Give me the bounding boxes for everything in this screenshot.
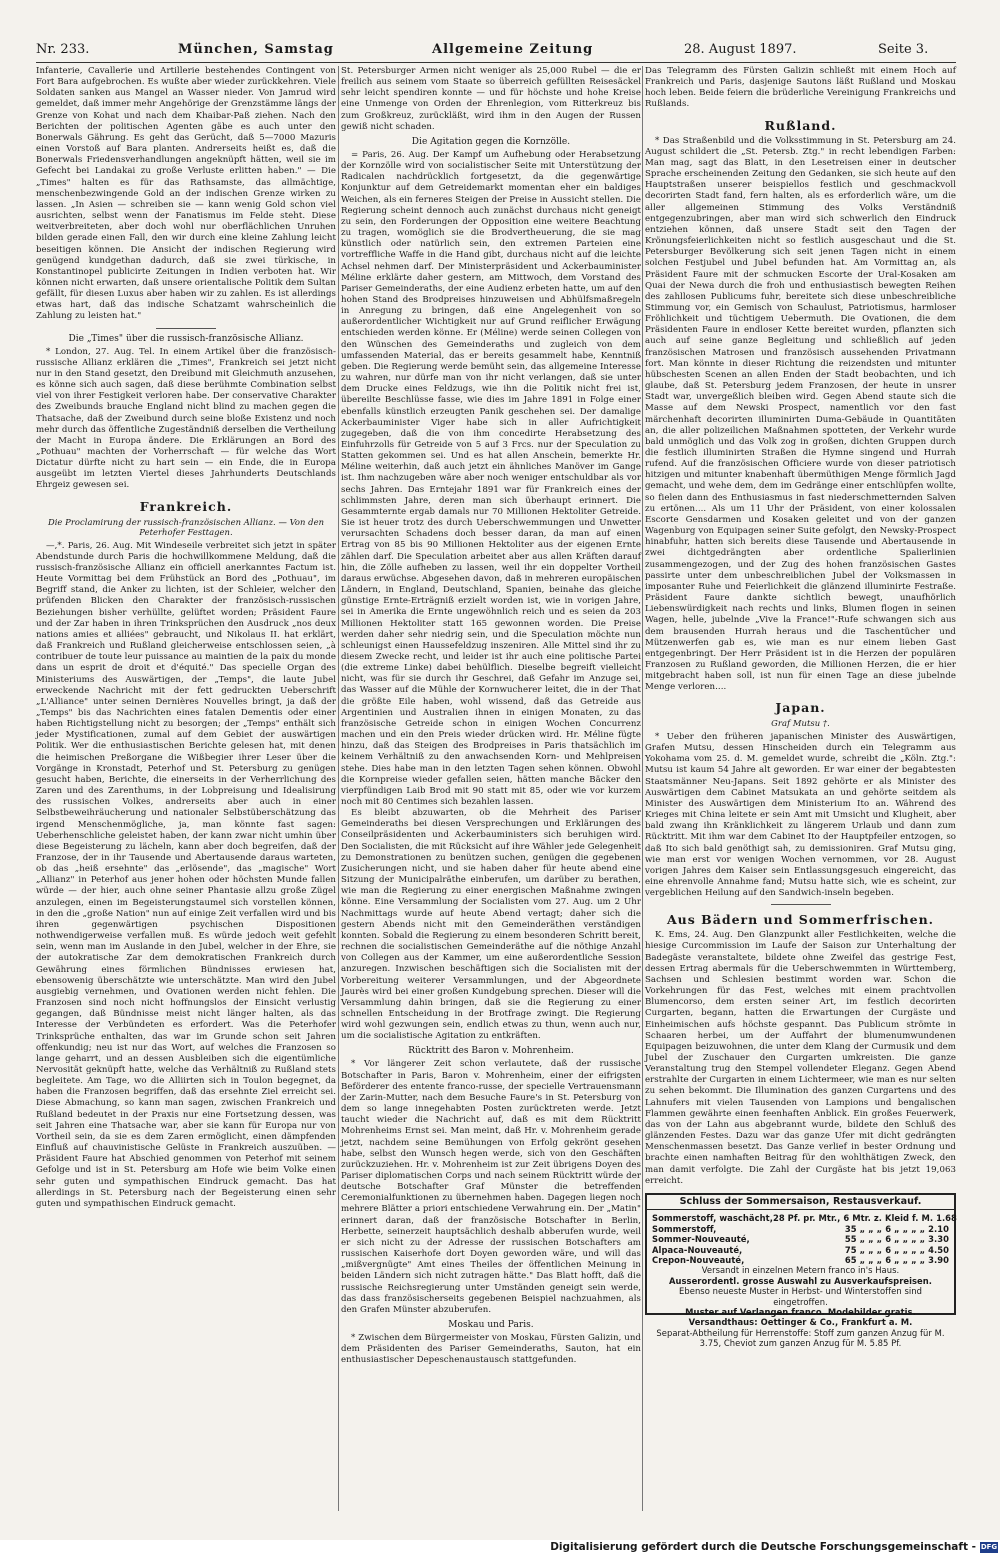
ad-item-name: Crepon-Nouveauté, [652, 1254, 745, 1265]
ad-text: Ausserordentl. grosse Auswahl zu Ausverkaufspreisen. [668, 1275, 933, 1286]
ad-text: Versandthaus: Oettinger & Co., Frankfurt a. M. [688, 1317, 913, 1328]
article-paragraph: —,*. Paris, 26. Aug. Mit Windeseile verbreitet sich jetzt in später Abendstunde durch Paris die hochwillkommene Meldung, daß die russisch-französische Allianz ein officiell anerkanntes Factum ist. Heute Vormittag bei dem Frühstück an Bord des „Pothuau", im Begriff stand, die Anker zu lichten, ist der Schleier, welcher den prüfenden Blicken den Charakter der französisch-russischen Beziehungen bisher verhüllte, gelüftet worden; Präsident Faure und der Zar haben in ihren Trinksprüchen den Ausdruck „nos deux nations amies et alliées" gebraucht, und Nikolaus II. hat erklärt, daß Frankreich und Rußland gleicherweise entschlossen seien, „à contribuer de toute leur puissance au maintien de la paix du monde dans un esprit de droit et d'équité." Das specielle Organ des Ministeriums des Auswärtigen, der „Temps", die laute Jubel erweckende Nachricht mit der fett gedruckten Ueberschrift „L'Alliance" unter seinen Dernières Nouvelles bringt, ja daß der „Temps" bis das Nachrichten eines fatalen Dementis oder einer haben Richtigstellung nicht zu besorgen; der „Temps" enthält sich jeder Mystificationen, zumal auf dem Gebiet der auswärtigen Politik. Wer die enthusiastischen Berichte gelesen hat, mit denen die heimischen Preßorgane die Wißbegier ihrer Leser über die Vorgänge in Kronstadt, Peterhof und St. Petersburg zu genügen gesucht haben, Berichte, die einerseits in der Verherrlichung des Zaren und des Zarenthums, in der Lobpreisung und Idealisirung des russischen Volkes, andrerseits aber auch in einer Selbstbeweihräucherung und nationaler Selbstüberschätzung das irgend Menschenmögliche, ja, man könnte fast sagen: Ueberhenschliche geleistet haben, der kann zwar nicht umhin über diese Begeisterung zu lächeln, kann aber doch begreifen, daß der Franzose, der in ihr Tausende und Abertausende daraus warteten, ob das „heiß ersehnte" das „erlösende", das „magische" Wort „Allianz" in Peterhof aus jener hohen oder höchsten Munde fallen würde — der hier, auch ohne seiner Phantasie allzu große Zügel anzulegen, einen im Begeisterungstaumel sich vorstellen können, in den die „große Nation" nun auf einige Zeit verfallen wird und bis ihren gegenwärtigen psychischen Dispositionen nothwendigerweise verfallen muß. Es würde jedoch weit gefehlt sein, wenn man im Auslande in den Jubel, welcher in der Ehre, sie der autokratische Zar dem demokratischen Frankreich durch Gewährung eines förmlichen Bündnisses erwiesen hat, ebensowenig überschätzte wie unterschätzte. Man wird den Jubel ausgiebig vernehmen, und Ovationen werden nicht fehlen. Die Franzosen sind noch nicht hoffnungslos der Einsicht verlustig gegangen, daß Bündnisse meist nicht länger halten, als das Interesse der Verbündeten es erfordert. Was die Peterhofer Trinksprüche enthalten, das war im Grunde schon seit Jahren offenkundig; neu ist nur das Wort, auf welches die Franzosen so lange geharrt, und an dessen Ausbleiben sich die eigentümliche Nervosität geknüpft hatte, welche das Verhältniß zu Rußland stets begleitete. Am Tage, wo die Alliirten sich in Toulon begegnet, da haben die Franzosen begriffen, daß das ersehnte Ziel erreicht sei. Diese Abmachung, so kann man sagen, zwischen Frankreich und Rußland bedeutet in der Praxis nur eine Fortsetzung dessen, was seit Jahren eine Thatsache war, aber sie kann für Europa nur von Vortheil sein, da sie es dem Zaren ermöglicht, einen dämpfenden Einfluß auf chauvinistische Gelüste in Frankreich auszuüben. — Präsident Faure hat Abschied genommen von Peterhof mit seinem Gefolge und ist in St. Petersburg am Hofe wie beim Volke einen sehr guten und sympathischen Eindruck gemacht. Das hat allerdings in St. Petersburg nach der Begeisterung einen sehr guten und sympathischen Eindruck gemacht. [36, 540, 336, 1209]
issue-number: Nr. 233. [36, 42, 90, 57]
section-heading-baeder: Aus Bädern und Sommerfrischen. [666, 912, 935, 928]
advertisement [645, 1193, 957, 1349]
article-heading: Moskau und Paris. [448, 1320, 534, 1331]
section-subheading: Die Proclamirung der russisch-französischen Allianz. — Von den Peterhofer Festtagen. [47, 516, 325, 538]
ad-item-name: Sommerstoff, [652, 1223, 717, 1234]
column-2 [341, 66, 641, 1511]
column-rule [642, 66, 643, 1511]
header-rule [36, 62, 956, 63]
article-paragraph: Infanterie, Cavallerie und Artillerie bestehendes Contingent von Fort Bara aufgebrochen. Es wußte aber wieder zurückkehren. Viele Soldaten sanken aus Mangel an Wasser nieder. Von Jamrud wird gemeldet, daß immer mehr Angehörige der Grenzstämme längs der Grenze von Kohat und nach dem Khaibar-Paß ziehen. Nach den Berichten der politischen Agenten gäbe es auch unter den Bonerwals Gährung. Es geht das Gerücht, daß 5—7000 Mazuris einen Vorstoß auf Bara planten. Andrerseits heißt es, daß die Bonerwals Friedensverhandlungen angeknüpft hätten, weil sie im Gefecht bei Landakai zu große Verluste erlitten haben." — Die „Times" halten es für das Rathsamste, das allmächtige, menschenbezwingende Gold an der indischen Grenze wirken zu lassen. „In Asien — schreiben sie — kann wenig Gold schon viel ausrichten, selbst wenn der Fanatismus im Felde steht. Diese weitverbreiteten, aber doch wohl nur oberflächlichen Unruhen bilden gerade einen Fall, den wir durch eine kleine Zahlung leicht beseitigen können. Die Ansicht der indischen Regierung wird genügend kundgethan dadurch, daß sie zwei türkische, in Konstantinopel publicirte Zeitungen in Indien verboten hat. Wir können nicht erwarten, daß unsere orientalische Politik dem Sultan gefällt, für diesen Luxus aber haben wir zu zahlen. Es ist allerdings etwas hart, daß das indische Schatzamt wahrscheinlich die Zahlung zu leisten hat." [36, 66, 336, 322]
article-heading: Rücktritt des Baron v. Mohrenheim. [408, 1046, 574, 1057]
ad-item-name: Alpaca-Nouveauté, [652, 1244, 743, 1255]
page-number: Seite 3. [878, 42, 929, 57]
article-paragraph: = Paris, 26. Aug. Der Kampf um Aufhebung oder Herabsetzung der Kornzölle wird von socialistischer Seite mit Unterstützung der Radicalen nachdrücklich fortgesetzt, da die gegenwärtige Konjunktur auf dem Getreidemarkt momentan eher ein baldiges Weichen, als ein ferneres Steigen der Preise in Aussicht stellen. Die Regierung scheint dennoch auch zunächst durchaus nicht geneigt zu sein, den Forderungen der Opposition eine weitere Beachtung zu tragen, womöglich sie die Brodvertheuerung, die sie mag künstlich oder natürlich sein, den extremen Parteien eine vortreffliche Waffe in die Hand gibt, durchaus nicht auf die leichte Achsel nehmen darf. Der Ministerpräsident und Ackerbauminister Méline erklärte daher gestern, am Mittwoch, dem Vorstand des Pariser Gemeinderaths, der eine Audienz erbeten hatte, um auf den hohen Stand des Brodpreises hinzuweisen und Abhülfsmaßregeln in Anregung zu bringen, daß eine Angelegenheit von so außerordentlicher Wichtigkeit nur auf Grund reiflicher Erwägung entschieden werden könne. Er (Méline) werde seinen Collegen von den Wünschen des Gemeinderaths und zugleich von dem umfassenden Material, das er bereits gesammelt habe, Kenntniß geben. Die Regierung werde bemüht sein, das allgemeine Interesse zu wahren, nur dürfe man von ihr nicht verlangen, daß sie unter dem Drucke eines Feldzugs, wie ihn die Politik nicht frei ist, übereilte Beschlüsse fasse, wie dies im Jahre 1891 in Folge einer ebenfalls künstlich erzeugten Panik geschehen sei. Der damalige Ackerbauminister Viger habe sich in aller Aufrichtigkeit zugegeben, daß die von ihm concedirte Herabsetzung des Einfuhrzolls für Getreide von 5 auf 3 Frcs. nur der Speculation zu Statten gekommen sei. Und es hat allen Anschein, bemerkte Hr. Méline weiterhin, daß auch jetzt ein ähnliches Manöver im Gange ist. Ihm nachzugeben wäre aber noch weniger entschuldbar als vor sechs Jahren. Das Erntejahr 1891 war für Frankreich eines der schlimmsten Jahre, deren man sich überhaupt erinnert. Die Gesammternte ergab damals nur 70 Millionen Hektoliter Getreide. Sie ist heuer trotz des durch Ueberschwemmungen und Unwetter verursachten Schadens doch besser daran, da man auf einen Ertrag von 85 bis 90 Millionen Hektoliter aus der eigenen Ernte zählen darf. Die Speculation arbeitet aber aus allen Kräften darauf hin, die Zölle aufheben zu lassen, weil ihr ein doppelter Vortheil daraus erwüchse. Abgesehen davon, daß in mehreren europäischen Ländern, in England, Deutschland, Spanien, beinahe das gleiche günstige Ernte-Erträgniß erzielt worden ist, wie in vorigen Jahre, sei in Amerika die Ernte ungewöhnlich reich und es seien da 203 Millionen Hektoliter statt 165 gewonnen worden. Die Preise werden daher sehr niedrig sein, und die Speculation möchte nun schleunigst einen Haussefeldzug inszeniren. Alle Mittel sind ihr zu diesem Zwecke recht, und leider ist ihr auch eine politische Partei (die extreme Linke) dabei behülflich. Dieselbe begreift vielleicht nicht, was für sie durch ihr Geschrei, daß Gefahr im Anzuge sei, das Wasser auf die Mühle der Kornwucherer leitet, die in der That die größte Eile haben, wohl wissend, daß das Getreide aus Argentinien und Australien ihnen in einigen Monaten, zu das französische Getreide schon in einigen Wochen Concurrenz machen und ein den Preis wieder drücken wird. Hr. Méline fügte hinzu, daß das Steigen des Brodpreises in Paris thatsächlich im keinem Verhältniß zu den anwachsenden Korn- und Mehlpreisen stehe. Dies habe man in den letzten Tagen sehen können. Obwohl die Kornpreise wieder gefallen seien, hätten manche Bäcker den vierpfündigen Laib Brod mit 90 statt mit 85, oder wie vor kurzem noch mit 80 Centimes sich bezahlen lassen. [341, 149, 641, 807]
article-paragraph: * Zwischen dem Bürgermeister von Moskau, Fürsten Galizin, und dem Präsidenten des Pariser Gemeinderaths, Sauton, hat ein enthusiastischer Depeschenaustausch stattgefunden. [341, 1333, 641, 1366]
section-heading-russland: Rußland. [764, 117, 837, 133]
article-paragraph: Das Telegramm des Fürsten Galizin schließt mit einem Hoch auf Frankreich und Paris, dasjenige Sautons läßt Rußland und Moskau hoch leben. Beide feiern die brüderliche Vereinigung Frankreichs und Rußlands. [645, 66, 956, 110]
article-paragraph: * Das Straßenbild und die Volksstimmung in St. Petersburg am 24. August schildert die „St. Petersb. Ztg." in recht lebendigen Farben: Man mag, sagt das Blatt, in den Lesetreisen einer in deutscher Sprache erscheinenden Zeitung den Gedanken, sie sich heute auf den Hauptstraßen unserer beispiellos festlich und geschmackvoll decorirten Stadt fand, fern halten, als es erforderlich wäre, um die aller allgemeinen Stimmung des Volks Verständniß entgegenzubringen, aber man wird sich schwerlich den Eindruck entziehen können, daß unsere Stadt seit den Tagen der Krönungsfeierlichkeiten nicht so festlich ausgeschaut und die St. Petersburger Bevölkerung sich seit jenen Tagen nicht in einem solchen Festjubel und Jubel befunden hat. Am Vormittag an, als Präsident Faure mit der schmucken Escorte der Ural-Kosaken am Quai der Newa durch die froh und enthusiastisch bewegten Reihen des zahllosen Publicums fuhr, bereitete sich diese unbeschreibliche Stimmung vor, ein Gemisch von Schaulust, Patriotismus, harmloser Fröhlichkeit und tüchtigem Uebermuth. Die Ovationen, die dem Präsidenten Faure in endloser Kette bereitet wurden, pflanzten sich auch auf seine ganze Begleitung und schließlich auf jeden französischen Matrosen und französisch aussehenden Privatmann fort. Man könnte in dieser Richtung die reizendsten und mitunter hübschesten Scenen an allen Enden der Stadt beobachten, und ich glaube, daß St. Petersburg jedem Franzosen, der heute in unsrer Stadt war, unvergeßlich bleiben wird. Gegen Abend staute sich die Masse auf dem Newski Prospect, namentlich vor den fast märchenhaft decorirten illuminirten Duma-Gebäude in Quantitäten an, die aller polizeilichen Maßnahmen spotteten, der Verkehr wurde bald unmöglich und das Volk zog in großen, dichten Gruppen durch die festlich illuminirten Straßen die Hymne singend und Hurrah rufend. Auf die französischen Officiere wurde von dieser patriotisch hitzigen und mitunter knabenhaft übermüthigen Menge förmlich Jagd gemacht, und wehe dem, dem im Gedränge einer entschlüpfen wollte, so fielen dann des Enthusiasmus in fast niederschmetternden Salven zu ertönen.... Als um 11 Uhr der Präsident, von einer kolossalen Escorte Gensdarmen und Kosaken geleitet und von der ganzen Wagenburg von Equipagen seiner Suite gefolgt, den Newsky-Prospect hinabfuhr, hatten sich bereits diese Tausende und Abertausende in zwei dichtgedrängten aber ordentliche Spalierlinien zusammengezogen, und der Zug des hohen französischen Gastes passirte unter dem unbeschreiblichen Jubel der Volksmassen in imposanter Ruhe und Feierlichkeit die glänzend illuminirte Festraße. Präsident Faure dankte sichtlich bewegt, unaufhörlich Liebenswürdigkeit nach rechts und links, Blumen flogen in seinen Wagen, helle, jubelnde „Vive la France!"-Rufe schwangen sich aus dem brausenden Hurrah heraus und die Taschentücher und Mützenwerfen gab es, wie man es nur einem lieben Gast entgegenbringt. Der Herr Präsident ist in die Herzen der populären Franzosen zu Rußland geworden, die Millionen Herzen, die er hier mitgebracht haben soll, ist nun für einen Tage an diese jubelnde Menge verloren.... [645, 135, 956, 693]
ad-item-name: Sommer-Nouveauté, [652, 1234, 750, 1245]
article-paragraph: * Vor längerer Zeit schon verlautete, daß der russische Botschafter in Paris, Baron v. Mohrenheim, einer der eifrigsten Beförderer des entente franco-russe, der specielle Vertrauensmann der Zarin-Mutter, nach dem Besuche Faure's in St. Petersburg von dem so lange innegehabten Posten zurücktreten werde. Jetzt taucht wieder die Nachricht auf, daß es mit dem Rücktritt Mohrenheims Ernst sei. Man meint, daß Hr. v. Mohrenheim gerade jetzt, nachdem seine Bemühungen von Erfolg gekrönt gesehen habe, selbst den Wunsch hegen werde, sich von den Geschäften zurückzuziehen. Hr. v. Mohrenheim ist zur Zeit übrigens Doyen des Pariser diplomatischen Corps und nach seinem Rücktritt würde der deutsche Botschafter Graf Münster die betreffenden Ceremonialfunktionen zu übernehmen haben. Dagegen liegen noch mehrere Blätter a priori entschiedene Verwahrung ein. Der „Matin" erinnert daran, daß der französische Botschafter in Berlin, Herbette, seinerzeit hauptsächlich deshalb abberufen wurde, weil er sich nicht zu der Adresse der russischen Botschafters am russischen Kaiserhofe dort Doyen geworden wäre, und will das „mißvergnügte" Amt eines Theiles der öffentlichen Meinung in beiden Ländern sich nicht zutragen hätte." Das Blatt hofft, daß die russische Reichsregierung unter Umständen geneigt sein werde, das dass französischerseits gegebenen Beispiel nachzuahmen, als den Grafen Münster abzuberufen. [341, 1059, 641, 1315]
issue-date: 28. August 1897. [684, 42, 797, 57]
separator [156, 328, 216, 329]
article-paragraph: K. Ems, 24. Aug. Den Glanzpunkt aller Festlichkeiten, welche die hiesige Curcommission im Laufe der Saison zur Unterhaltung der Badegäste veranstaltete, bildete ohne Zweifel das gestrige Fest, dessen Ertrag abermals für die Ueberschwemmten in Württemberg, Sachsen und Schlesien bestimmt worden war. Schon die Vorkehrungen für das Fest, welches mit einem prachtvollen Blumencorso, dem ersten seiner Art, im festlich decorirten Curgarten, begann, hatten die Erwartungen der Curgäste und Einheimischen aufs höchste gespannt. Das Publicum strömte in Schaaren herbei, um der Auffahrt der blumenumwundenen Equipagen beizuwohnen, die unter dem Klang der Curmusik und dem Jubel der Zuschauer den Curgarten umkreisten. Die ganze Veranstaltung trug den Stempel vollendeter Eleganz. Gegen Abend erstrahlte der Curgarten in einem Lichtermeer, wie man es nur selten zu sehen bekommt. Die Illumination des ganzen Curgartens und des Lahnufers mit vielen Tausenden von Lampions und bengalischen Flammen gewährte einen feenhaften Anblick. Ein großes Feuerwerk, das von der Lahn aus abgebrannt wurde, bildete den Schluß des glänzenden Festes. Dazu war das ganze Ufer mit dicht gedrängten Menschenmassen besetzt. Das Ganze verlief in bester Ordnung und brachte einen namhaften Beitrag für den wohlthätigen Zweck, den man damit verfolgte. Die Zahl der Curgäste hat bis jetzt 19,063 erreicht. [645, 930, 956, 1186]
article-heading: Die Agitation gegen die Kornzölle. [411, 136, 571, 147]
ad-price-row [652, 1255, 949, 1265]
article-paragraph: St. Petersburger Armen nicht weniger als 25,000 Rubel — die er freilich aus seinem vom Staate so überreich gefüllten Reisesäckel sehr leicht spendiren konnte — und für höchste und hohe Kreise eine Unmenge von Orden der Ehrenlegion, vom Ritterkreuz bis zum Großkreuz, zurückläßt, wird ihm in den Augen der Russen gewiß nicht schaden. [341, 66, 641, 132]
dfg-credit: Digitalisierung gefördert durch die Deutsche Forschungsgemeinschaft - [550, 1541, 976, 1553]
section-heading-japan: Japan. [775, 700, 826, 716]
ad-price-row [652, 1234, 949, 1244]
ad-title: Schluss der Sommersaison, Restausverkauf. [647, 1195, 954, 1210]
city-day: München, Samstag [178, 42, 334, 57]
ad-item-name: Sommerstoff, waschächt, [652, 1213, 773, 1224]
ad-text: Versandt in einzelnen Metern franco in's Haus. [701, 1265, 900, 1276]
column-1 [36, 66, 336, 1511]
article-paragraph: * Ueber den früheren japanischen Minister des Auswärtigen, Grafen Mutsu, dessen Hinscheiden durch ein Telegramm aus Yokohama vom 25. d. M. gemeldet wurde, schreibt die „Köln. Ztg.": Mutsu ist kaum 54 Jahre alt geworden. Er war einer der begabtesten Staatsmänner Neu-Japans. Seit 1892 gehörte er als Minister des Auswärtigen dem Cabinet Matsukata an und gehörte seitdem als Minister des Auswärtigen dem Ministerium Ito an. Während des Krieges mit China leitete er sein Amt mit Umsicht und Klugheit, aber bald zwang ihn Kränklichkeit zu längerem Urlaub und dann zum Rücktritt. Mit ihm war dem Cabinet Ito der Hauptpfeiler entzogen, so daß Ito sich bald genöthigt sah, zu demissioniren. Graf Mutsu ging, wie man erst vor wenigen Wochen vernommen, vor 28. August vorigen Jahres dem Kaiser sein Entlassungsgesuch eingereicht, das eine ehrenvolle Annahme fand; Mutsu hatte sich, wie es scheint, zur vergeblichen Heilung auf den Sandwich-inseln begeben. [645, 731, 956, 899]
ad-item-price: 65 „ „ „ 6 „ „ „ „ 3.90 [844, 1254, 949, 1265]
footer-bar [0, 1540, 1000, 1556]
ad-item-price: 35 „ „ „ 6 „ „ „ „ 2.10 [844, 1223, 949, 1234]
ad-item-price: 75 „ „ „ 6 „ „ „ „ 4.50 [844, 1244, 949, 1255]
ad-price-row [652, 1245, 949, 1255]
dfg-logo-icon: DFG [980, 1543, 998, 1551]
separator [771, 904, 831, 905]
column-rule [338, 66, 339, 1511]
column-3 [645, 66, 956, 1511]
page-header [36, 40, 956, 62]
section-subheading: Graf Mutsu †. [771, 718, 830, 729]
ad-text: Muster auf Verlangen franco. Modebilder gratis. [685, 1306, 916, 1317]
newspaper-title: Allgemeine Zeitung [432, 42, 594, 57]
ad-price-row [652, 1224, 949, 1234]
ad-text: Ebenso neueste Muster in Herbst- und Winterstoffen sind eingetroffen. [679, 1286, 922, 1307]
ad-item-price: 55 „ „ „ 6 „ „ „ „ 3.30 [844, 1234, 949, 1245]
ad-text: Separat-Abtheilung für Herrenstoffe: Stoff zum ganzen Anzug für M. 3.75, Cheviot zum ganzen Anzug für M. 5.85 Pf. [656, 1327, 945, 1349]
section-heading-frankreich: Frankreich. [139, 498, 233, 514]
article-paragraph: Es bleibt abzuwarten, ob die Mehrheit des Pariser Gemeinderaths bei diesen Versprechungen und Erklärungen des Conseilpräsidenten und Ackerbauministers sich beruhigen wird. Den Socialisten, die mit Rücksicht auf ihre Wähler jede Gelegenheit zu Demonstrationen zu benützen suchen, genügen die gegebenen Zusicherungen nicht, und sie haben daher für heute abend eine Sitzung der Municipalräthe einberufen, um darüber zu berathen, wie man die Regierung zu einer energischen Maßnahme zwingen könne. Eine Versammlung der Socialisten vom 27. Aug. um 2 Uhr Nachmittags wurde auf heute Abend vertagt; daher sich die gestern Abends nicht mit den Gemeinderäthen verständigen konnten. Sobald die Regierung zu einem besonderen Schritt bereit, rechnen die socialistischen Gemeinderäthe auf die nöthige Anzahl von Collegen aus der Kammer, um eine außerordentliche Session anzuregen. Inzwischen beschäftigen sich die Socialisten mit der Vorbereitung weiterer Versammlungen, und der Abgeordnete Jaurès wird bei einer großen Kundgebung sprechen. Dieser will die Versammlung dahin bringen, daß sie die Regierung zu einer schnellen Entscheidung in der Brotfrage zwingt. Die Regierung wird wohl gezwungen sein, endlich etwas zu thun, wenn auch nur, um die socialistische Agitation zu entkräften. [341, 808, 641, 1042]
article-heading: Die „Times" über die russisch-französische Allianz. [68, 333, 304, 344]
ad-price-row [652, 1213, 957, 1224]
article-paragraph: * London, 27. Aug. Tel. In einem Artikel über die französisch-russische Allianz erklären die „Times", Frankreich sei jetzt nicht nur in den Stand gesetzt, den Dreibund mit Gleichmuth anzusehen, es könne sich auch sagen, daß diese berühmte Combination selbst viel von ihrer Festigkeit verloren habe. Der conservative Charakter des Zweibunds brauche England nicht blind zu machen gegen die Thatsache, daß der Zweibund durch seine bloße Existenz und noch mehr durch das öffentliche Zugeständniß derselben die Vertheilung der Macht in Europa ändere. Die Erklärungen an Bord des „Pothuau" machten der Vorherrschaft — für welche das Wort Dictatur dürfte nicht zu hart sein — ein Ende, die in Europa ausgeübt im letzten Viertel dieses Jahrhunderts Deutschlands Ehrgeiz gewesen sei. [36, 346, 336, 491]
ad-item-price: 28 Pf. pr. Mtr., 6 Mtr. z. Kleid f. M. 1.68 [772, 1213, 957, 1224]
